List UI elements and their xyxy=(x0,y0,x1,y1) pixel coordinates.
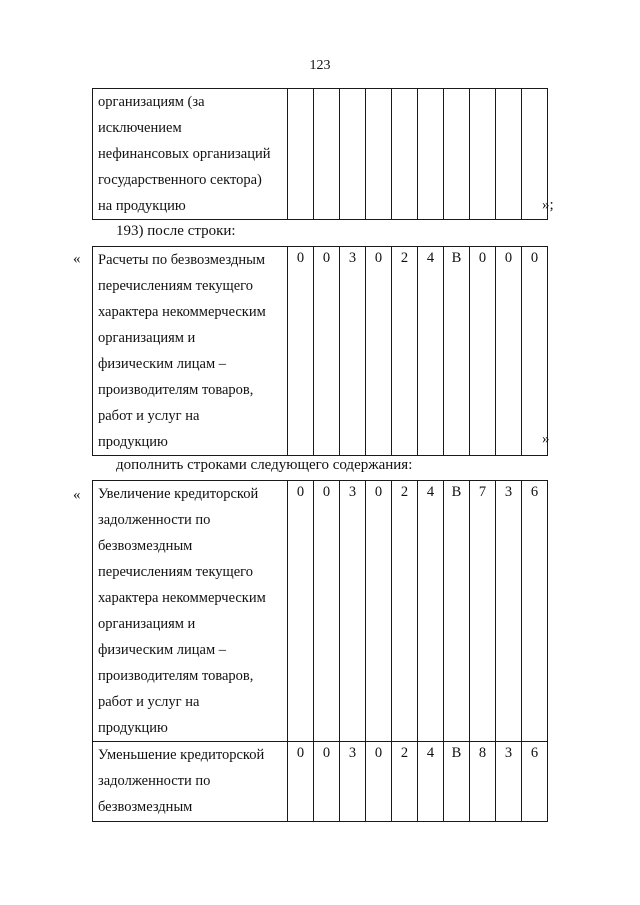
code-digit-cell: 4 xyxy=(418,481,444,742)
row-name-line: государственного сектора) xyxy=(98,172,262,188)
table-new-rows xyxy=(92,480,548,822)
code-digit-cell: 0 xyxy=(314,247,340,456)
code-digit-cell: 0 xyxy=(288,247,314,456)
table-existing-row xyxy=(92,246,548,456)
row-name xyxy=(93,247,288,456)
table-continued xyxy=(92,88,548,220)
row-name-line: продукцию xyxy=(98,720,168,736)
row-name xyxy=(93,89,288,220)
code-digit-cell: 3 xyxy=(340,742,366,822)
code-digit-cell xyxy=(444,89,470,220)
row-name-line: организациям и xyxy=(98,330,196,346)
code-digit-cell: 3 xyxy=(340,481,366,742)
row-name-line: производителям товаров, xyxy=(98,382,254,398)
code-digit-cell: 3 xyxy=(496,481,522,742)
table-row xyxy=(93,742,548,822)
row-name-line: физическим лицам – xyxy=(98,642,227,658)
row-name-line: исключением xyxy=(98,120,182,136)
row-name xyxy=(93,742,288,822)
code-digit-cell: 6 xyxy=(522,481,548,742)
code-digit-cell: 0 xyxy=(366,742,392,822)
table-row xyxy=(93,247,548,456)
row-name-line: характера некоммерческим xyxy=(98,304,266,320)
row-name-line: безвозмездным xyxy=(98,799,193,815)
code-digit-cell: 0 xyxy=(470,247,496,456)
row-name-line: нефинансовых организаций xyxy=(98,146,271,162)
closing-quote: » xyxy=(542,431,550,447)
row-name-line: продукцию xyxy=(98,434,168,450)
code-digit-cell: 0 xyxy=(366,247,392,456)
page-number: 123 xyxy=(309,58,331,73)
opening-quote: « xyxy=(73,487,81,503)
code-digit-cell: 0 xyxy=(288,742,314,822)
code-digit-cell: 3 xyxy=(496,742,522,822)
row-name-line: перечислениям текущего xyxy=(98,564,253,580)
row-name-line: производителям товаров, xyxy=(98,668,254,684)
code-digit-cell xyxy=(496,89,522,220)
code-digit-cell xyxy=(366,89,392,220)
code-digit-cell: 0 xyxy=(288,481,314,742)
code-digit-cell xyxy=(470,89,496,220)
row-name-line: задолженности по xyxy=(98,773,211,789)
opening-quote: « xyxy=(73,251,81,267)
code-digit-cell: 2 xyxy=(392,481,418,742)
row-name-line: Увеличение кредиторской xyxy=(98,486,259,502)
code-digit-cell: 2 xyxy=(392,742,418,822)
row-name-line: задолженности по xyxy=(98,512,211,528)
paragraph-after-row: 193) после строки: xyxy=(116,223,236,239)
code-digit-cell: 0 xyxy=(314,481,340,742)
code-digit-cell: 7 xyxy=(470,481,496,742)
row-name-line: работ и услуг на xyxy=(98,408,200,424)
row-name-line: организациям (за xyxy=(98,94,205,110)
code-digit-cell: 6 xyxy=(522,742,548,822)
code-digit-cell: 8 xyxy=(470,742,496,822)
row-name xyxy=(93,481,288,742)
table-row xyxy=(93,481,548,742)
code-digit-cell: 4 xyxy=(418,742,444,822)
code-digit-cell: 4 xyxy=(418,247,444,456)
row-name-line: характера некоммерческим xyxy=(98,590,266,606)
row-name-line: перечислениям текущего xyxy=(98,278,253,294)
code-digit-cell xyxy=(392,89,418,220)
code-digit-cell xyxy=(288,89,314,220)
row-name-line: Уменьшение кредиторской xyxy=(98,747,265,763)
code-digit-cell: В xyxy=(444,247,470,456)
row-name-line: физическим лицам – xyxy=(98,356,227,372)
code-digit-cell: 0 xyxy=(522,247,548,456)
code-digit-cell: В xyxy=(444,481,470,742)
code-digit-cell: 0 xyxy=(366,481,392,742)
code-digit-cell xyxy=(340,89,366,220)
code-digit-cell: 0 xyxy=(496,247,522,456)
code-digit-cell: 0 xyxy=(314,742,340,822)
code-digit-cell: 3 xyxy=(340,247,366,456)
row-name-line: на продукцию xyxy=(98,198,186,214)
code-digit-cell: В xyxy=(444,742,470,822)
row-name-line: организациям и xyxy=(98,616,196,632)
row-name-line: безвозмездным xyxy=(98,538,193,554)
row-name-line: работ и услуг на xyxy=(98,694,200,710)
paragraph-add-rows: дополнить строками следующего содержания: xyxy=(116,457,413,473)
row-name-line: Расчеты по безвозмездным xyxy=(98,252,266,268)
closing-quote: »; xyxy=(542,197,554,213)
code-digit-cell xyxy=(418,89,444,220)
table-row xyxy=(93,89,548,220)
code-digit-cell: 2 xyxy=(392,247,418,456)
code-digit-cell xyxy=(314,89,340,220)
